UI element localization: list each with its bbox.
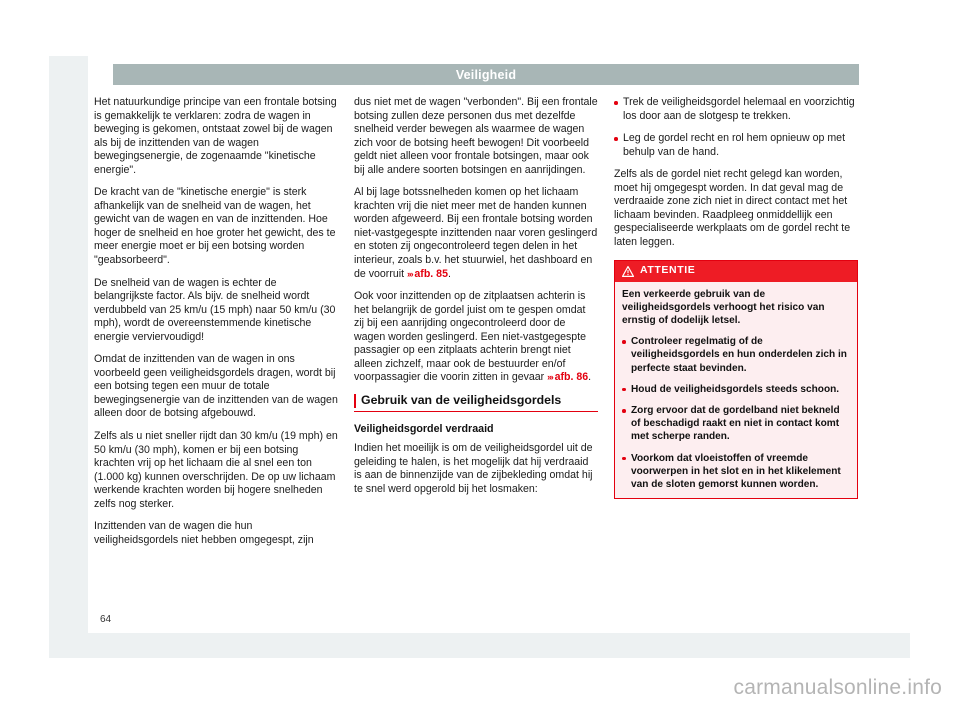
notice-bullet-text: Controleer regelmatig of de veiligheidsgordels en hun onderdelen zich in perfecte staat bevinden. <box>631 336 847 374</box>
paragraph: Zelfs als u niet sneller rijdt dan 30 km/u (19 mph) en 50 km/u (30 mph), komen er bij een botsing krachten vrij op het lichaam die al snel een ton (1.000 kg) kunnen overschrijden. De op uw lichaam werkende krachten worden bij hogere snelheden zelfs nog sterker. <box>94 430 338 510</box>
bullet-dot-icon <box>622 388 626 392</box>
crossref-link[interactable]: afb. 86 <box>554 371 589 384</box>
paragraph: De snelheid van de wagen is echter de belangrijkste factor. Als bijv. de snelheid wordt verdubbeld van 25 km/u (15 mph) naar 50 km/u (30 mph), wordt de overeenstemmende kinetische energie verviervoudigd! <box>94 276 336 343</box>
bullet-dot-icon <box>622 409 626 413</box>
bullet-dot-icon <box>614 101 618 105</box>
crossref-link[interactable]: afb. 85 <box>414 267 448 280</box>
text-column-3 <box>614 96 858 556</box>
paragraph: dus niet met de wagen "verbonden". Bij een frontale botsing zullen deze personen dus met dezelfde snelheid verder bewegen als waarmee de wagen zich voor de botsing heeft bewogen! Dit voorbeeld geldt niet alleen voor frontale botsingen, maar ook bij alle andere soorten botsingen en aanrijdingen. <box>354 96 598 176</box>
warning-triangle-icon <box>622 266 634 277</box>
bullet-item <box>614 96 858 123</box>
bullet-dot-icon <box>614 137 618 141</box>
crossref-arrow-icon: ››› <box>407 268 413 279</box>
paragraph-text-tail: . <box>588 371 592 384</box>
paragraph: Zelfs als de gordel niet recht gelegd kan worden, moet hij omgegespt worden. In dat geval mag de verdraaide zone zich niet in direct contact met het lichaam bevinden. Raadpleeg onmiddellijk een gespecialiseerde werkplaats om de gordel recht te laten leggen. <box>614 168 851 248</box>
sub-heading: Veiligheidsgordel verdraaid <box>354 423 494 436</box>
page-header-bar <box>113 64 859 85</box>
bullet-text: Leg de gordel recht en rol hem opnieuw op met behulp van de hand. <box>623 132 846 158</box>
paragraph-with-crossref <box>354 186 598 281</box>
attention-notice-header <box>615 261 857 281</box>
attention-notice-label: ATTENTIE <box>640 264 696 277</box>
paragraph: De kracht van de "kinetische energie" is sterk afhankelijk van de snelheid van de wagen, het gewicht van de wagen en van de inzittenden. Hoe hoger de snelheid en hoe groter het gewicht, des te meer energie moet er bij een botsing worden "geabsorbeerd". <box>94 186 336 267</box>
notice-bullet-text: Zorg ervoor dat de gordelband niet bekneld of beschadigd raakt en niet in contact komt met scherpe randen. <box>631 404 840 443</box>
paragraph: Het natuurkundige principe van een frontale botsing is gemakkelijk te verklaren: zodra de wagen in beweging is gekomen, ontstaat zowel bij de wagen als bij de inzittenden van de wagen bewegingsenergie, de zogenaamde "kinetische energie". <box>94 96 337 176</box>
bullet-text: Trek de veiligheidsgordel helemaal en voorzichtig los door aan de slotgesp te trekken. <box>623 96 855 122</box>
notice-bullet-item <box>622 452 850 492</box>
paragraph: Omdat de inzittenden van de wagen in ons voorbeeld geen veiligheidsgordels dragen, wordt bij een botsing tegen een muur de totale bewegingsenergie van de inzittenden van de wagen alleen door de botsing afgebouwd. <box>94 353 338 420</box>
paragraph: Indien het moeilijk is om de veiligheidsgordel uit de geleiding te halen, is het mogelijk dat hij verdraaid is aan de binnenzijde van de zijbekleding omdat hij te snel werd opgerold bij het losmaken: <box>354 442 593 495</box>
page-columns <box>94 96 904 556</box>
bullet-item <box>614 132 858 159</box>
paragraph-text: Al bij lage botssnelheden komen op het lichaam krachten vrij die niet meer met de handen kunnen worden afgeweerd. Bij een frontale botsing worden niet-vastgegespte inzittenden naar voren geslingerd en stoten zij ongecontroleerd tegen delen in het interieur, zoals b.v. het stuurwiel, het dashboard en de voorruit <box>354 186 598 280</box>
notice-bullet-text: Houd de veiligheidsgordels steeds schoon. <box>631 383 840 395</box>
notice-bullet-item <box>622 335 850 375</box>
section-heading-text: Gebruik van de veiligheidsgordels <box>361 392 562 407</box>
notice-intro: Een verkeerde gebruik van de veiligheidsgordels verhoogt het risico van ernstig of dodelijk letsel. <box>622 288 825 326</box>
attention-notice-body <box>615 282 857 499</box>
paragraph-text: Ook voor inzittenden op de zitplaatsen achterin is het belangrijk de gordel juist om te gespen omdat zij bij een aanrijding ongecontroleerd door de wagen worden geslingerd. Een niet-vastgegespte passagier op een zitplaats achterin brengt niet alleen zichzelf, maar ook de bestuurder en/of voorpassagier die voorin zitten in gevaar <box>354 290 587 384</box>
paragraph: Inzittenden van de wagen die hun veiligheidsgordels niet hebben omgegespt, zijn <box>94 520 314 546</box>
bullet-dot-icon <box>622 457 626 461</box>
site-watermark: carmanualsonline.info <box>733 676 942 699</box>
notice-bullet-item <box>622 404 850 444</box>
manual-page <box>88 56 910 633</box>
notice-bullet-text: Voorkom dat vloeistoffen of vreemde voorwerpen in het slot en in het klikelement van de sloten gemorst kunnen worden. <box>631 452 841 490</box>
notice-bullet-item <box>622 383 850 396</box>
page-number: 64 <box>100 614 112 625</box>
paragraph-text-tail: . <box>447 267 451 280</box>
section-heading <box>354 394 598 413</box>
bullet-dot-icon <box>622 340 626 344</box>
text-column-1 <box>94 96 338 556</box>
crossref-arrow-icon: ››› <box>547 372 553 383</box>
page-header-title: Veiligheid <box>455 67 517 82</box>
attention-notice-box <box>614 260 858 499</box>
text-column-2 <box>354 96 598 556</box>
paragraph-with-crossref <box>354 290 598 385</box>
